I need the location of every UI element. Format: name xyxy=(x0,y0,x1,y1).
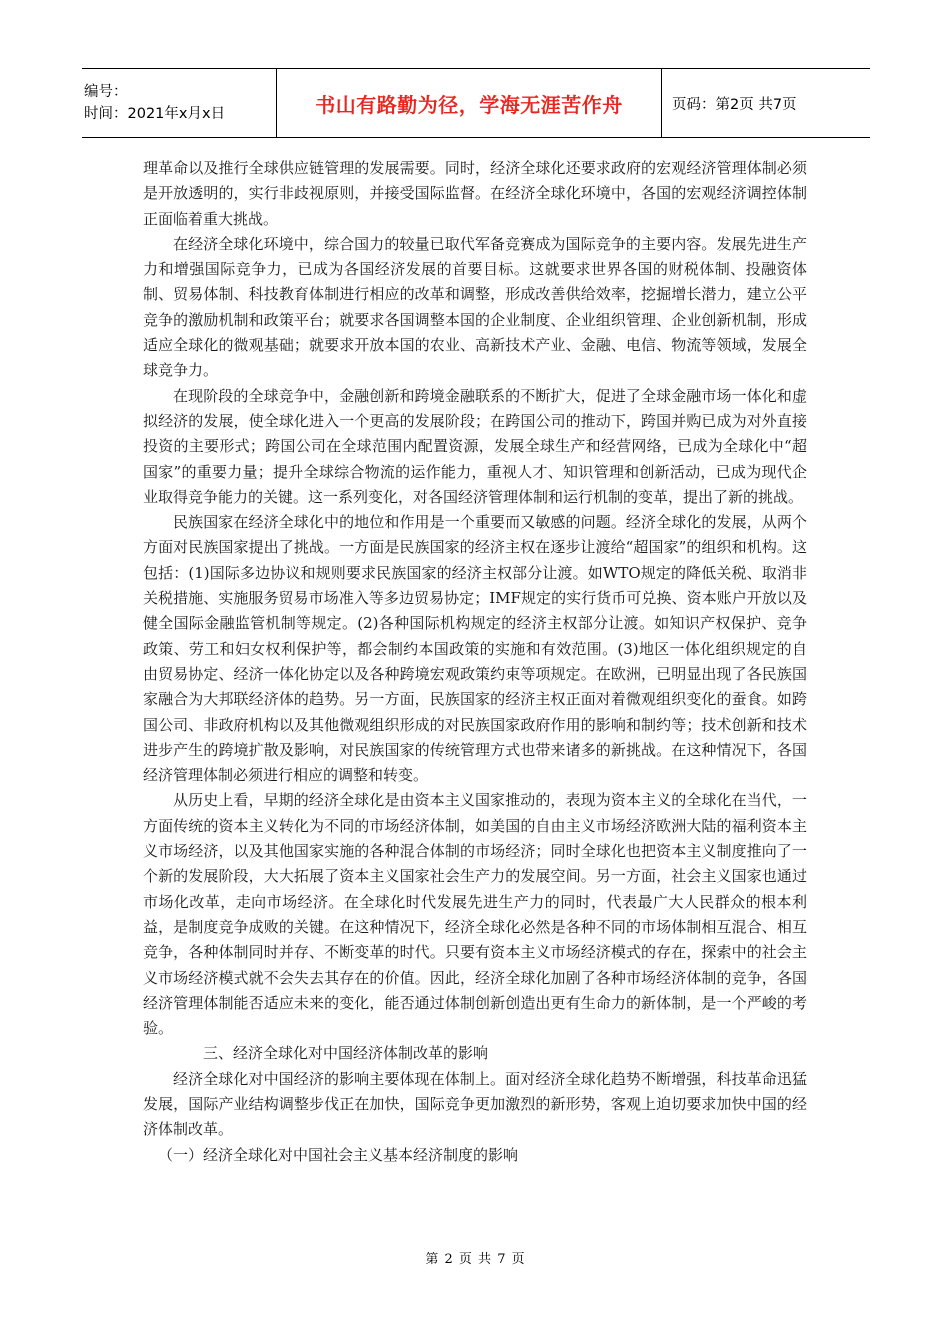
header-motto-cell xyxy=(277,69,662,137)
document-number-label: 编号： xyxy=(84,84,128,100)
body-paragraph: 经济全球化对中国经济的影响主要体现在体制上。面对经济全球化趋势不断增强，科技革命迅猛发展，国际产业结构调整步伐正在加快，国际竞争更加激烈的新形势，客观上迫切要求加快中国的经济体制改革。 xyxy=(143,1069,807,1139)
body-paragraph: 理革命以及推行全球供应链管理的发展需要。同时，经济全球化还要求政府的宏观经济管理体制必须是开放透明的，实行非歧视原则，并接受国际监督。在经济全球化环境中，各国的宏观经济调控体制正面临着重大挑战。 xyxy=(143,159,807,228)
header-page-info: 页码：第2页 共7页 xyxy=(672,96,797,113)
subsection-heading: （一）经济全球化对中国社会主义基本经济制度的影响 xyxy=(158,1145,519,1164)
header-motto: 书山有路勤为径，学海无涯苦作舟 xyxy=(315,92,623,117)
document-time-label: 时间：2021年x月x日 xyxy=(84,106,226,122)
header-page-info-cell xyxy=(662,69,870,137)
document-body xyxy=(143,156,807,1168)
section-heading: 三、经济全球化对中国经济体制改革的影响 xyxy=(203,1044,489,1063)
header-meta xyxy=(82,69,277,137)
body-paragraph: 从历史上看，早期的经济全球化是由资本主义国家推动的，表现为资本主义的全球化在当代，一方面传统的资本主义转化为不同的市场经济体制，如美国的自由主义市场经济欧洲大陆的福利资本主义市场经济，以及其他国家实施的各种混合体制的市场经济；同时全球化也把资本主义制度推向了一个新的发展阶段，大大拓展了资本主义国家社会生产力的发展空间。另一方面，社会主义国家也通过市场化改革，走向市场经济。在全球化时代发展先进生产力的同时，代表最广大人民群众的根本利益，是制度竞争成败的关键。在这种情况下，经济全球化必然是各种不同的市场体制相互混合、相互竞争，各种体制同时并存、不断变革的时代。只要有资本主义市场经济模式的存在，探索中的社会主义市场经济模式就不会失去其存在的价值。因此，经济全球化加剧了各种市场经济体制的竞争，各国经济管理体制能否适应未来的变化，能否通过体制创新创造出更有生命力的新体制，是一个严峻的考验。 xyxy=(143,791,807,1038)
body-paragraph: 在经济全球化环境中，综合国力的较量已取代军备竞赛成为国际竞争的主要内容。发展先进生产力和增强国际竞争力，已成为各国经济发展的首要目标。这就要求世界各国的财税体制、投融资体制、贸易体制、科技教育体制进行相应的改革和调整，形成改善供给效率，挖掘增长潜力，建立公平竞争的激励机制和政策平台；就要求各国调整本国的企业制度、企业组织管理、企业创新机制，形成适应全球化的微观基础；就要求开放本国的农业、高新技术产业、金融、电信、物流等领域，发展全球竞争力。 xyxy=(143,234,807,380)
page-header xyxy=(82,68,870,138)
page-footer: 第 2 页 共 7 页 xyxy=(425,1252,525,1267)
body-paragraph: 民族国家在经济全球化中的地位和作用是一个重要而又敏感的问题。经济全球化的发展，从两个方面对民族国家提出了挑战。一方面是民族国家的经济主权在逐步让渡给“超国家”的组织和机构。这包括：(1)国际多边协议和规则要求民族国家的经济主权部分让渡。如WTO规定的降低关税、取消非关税措施、实施服务贸易市场准入等多边贸易协定；IMF规定的实行货币可兑换、资本账户开放以及健全国际金融监管机制等规定。(2)各种国际机构规定的经济主权部分让渡。如知识产权保护、竞争政策、劳工和妇女权利保护等，都会制约本国政策的实施和有效范围。(3)地区一体化组织规定的自由贸易协定、经济一体化协定以及各种跨境宏观政策约束等项规定。在欧洲，已明显出现了各民族国家融合为大邦联经济体的趋势。另一方面，民族国家的经济主权正面对着微观组织变化的蚕食。如跨国公司、非政府机构以及其他微观组织形成的对民族国家政府作用的影响和制约等；技术创新和技术进步产生的跨境扩散及影响，对民族国家的传统管理方式也带来诸多的新挑战。在这种情况下，各国经济管理体制必须进行相应的调整和转变。 xyxy=(143,513,807,785)
body-paragraph: 在现阶段的全球竞争中，金融创新和跨境金融联系的不断扩大，促进了全球金融市场一体化和虚拟经济的发展，使全球化进入一个更高的发展阶段；在跨国公司的推动下，跨国并购已成为对外直接投资的主要形式；跨国公司在全球范围内配置资源，发展全球生产和经营网络，已成为全球化中“超国家”的重要力量；提升全球综合物流的运作能力，重视人才、知识管理和创新活动，已成为现代企业取得竞争能力的关键。这一系列变化，对各国经济管理体制和运行机制的变革，提出了新的挑战。 xyxy=(143,386,807,506)
